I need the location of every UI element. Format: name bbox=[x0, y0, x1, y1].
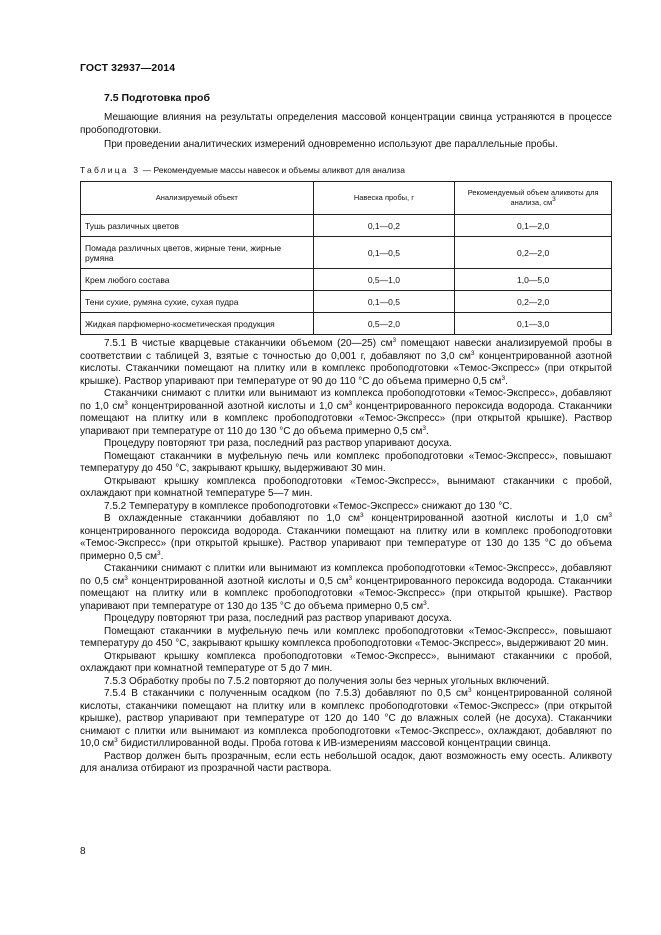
table-caption bbox=[80, 165, 405, 175]
section-intro bbox=[80, 112, 612, 152]
table-cell: 0,2—2,0 bbox=[455, 237, 612, 269]
paragraph: Мешающие влияния на результаты определения массовой концентрации свинца устраняются в процессе пробоподготовки. bbox=[80, 112, 612, 136]
table-cell: 0,1—0,2 bbox=[313, 215, 455, 237]
paragraph-7-5-3: 7.5.3 Обработку пробы по 7.5.2 повторяют до получения золы без черных угольных включений. bbox=[104, 675, 550, 687]
table-cell: 0,1—3,0 bbox=[455, 313, 612, 335]
table-cell: 0,2—2,0 bbox=[455, 291, 612, 313]
table-cell: 0,5—2,0 bbox=[313, 313, 455, 335]
column-header-sample-mass: Навеска пробы, г bbox=[313, 182, 455, 215]
paragraph: При проведении аналитических измерений одновременно используют две параллельные пробы. bbox=[104, 139, 558, 150]
column-header-aliquot-volume: Рекомендуемый объем аликвоты для анализа, $см^3$ bbox=[455, 182, 612, 215]
column-header-object: Анализируемый объект bbox=[81, 182, 314, 215]
section-body bbox=[80, 338, 612, 776]
paragraph: Помещают стаканчики в муфельную печь или комплекс пробоподготовки «Темос-Экспресс», повышают температуру до 450 °С, закрывают крышку, выдерживают 30 мин. bbox=[80, 450, 612, 474]
table-cell: 0,1—0,5 bbox=[313, 291, 455, 313]
table-cell: 1,0—5,0 bbox=[455, 269, 612, 291]
paragraph: Стаканчики снимают с плитки или вынимают из комплекса пробоподготовки «Темос-Экспресс», добавляют по 0,5 $см^3$ концентрированной азотной кислоты и 0,5 $см^3$ концентрированного пероксида водорода. Стаканчики помещают на плитку или в комплекс пробоподготовки «Темос-Экспресс» (при открытой крышке). Раствор упаривают при температуре от 130 до 135 °С до объема примерно 0,5 $см^3$. bbox=[80, 563, 612, 612]
paragraph: Процедуру повторяют три раза, последний раз раствор упаривают досуха. bbox=[104, 613, 452, 624]
table-caption-label: Таблица 3 bbox=[80, 165, 141, 175]
table-3 bbox=[80, 181, 612, 335]
paragraph-7-5-1: 7.5.1 В чистые кварцевые стаканчики объемом (20—25) $см^3$ помещают навески анализируемой пробы в соответствии с таблицей 3, взятые с точностью до 0,001 г, добавляют по 3,0 $см^3$ концентрированной азотной кислоты. Стаканчики помещают на плитку или в комплекс пробоподготовки «Темос-Экспресс» (при открытой крышке). Раствор упаривают при температуре от 90 до 110 °С до объема примерно 0,5 $см^3$. bbox=[80, 337, 612, 387]
section-title: 7.5 Подготовка проб bbox=[104, 92, 210, 104]
table-cell: 0,1—2,0 bbox=[455, 215, 612, 237]
table-row bbox=[81, 269, 612, 291]
table-row bbox=[81, 237, 612, 269]
table-cell: 0,1—0,5 bbox=[313, 237, 455, 269]
paragraph: В охлажденные стаканчики добавляют по 1,0 $см^3$ концентрированной азотной кислоты и 1,0 $см^3$ концентрированного пероксида водорода. Стаканчики помещают на плитку или в комплекс пробоподготовки «Темос-Экспресс» (при открытой крышке). Раствор упаривают при температуре от 130 до 135 °С до объема примерно 0,5 $см^3$. bbox=[80, 512, 613, 562]
paragraph: Открывают крышку комплекса пробоподготовки «Темос-Экспресс», вынимают стаканчики с пробой, охлаждают при комнатной температуре 5—7 мин. bbox=[80, 475, 612, 499]
table-caption-text: — Рекомендуемые массы навесок и объемы аликвот для анализа bbox=[140, 165, 405, 175]
table-row bbox=[81, 313, 612, 335]
paragraph: Открывают крышку комплекса пробоподготовки «Темос-Экспресс», вынимают стаканчики с пробой, охлаждают при комнатной температуре от 5 до 7 мин. bbox=[80, 650, 612, 674]
paragraph-7-5-4: 7.5.4 В стаканчики с полученным осадком (по 7.5.3) добавляют по 0,5 $см^3$ концентрированной соляной кислоты, стаканчики помещают на плитку или в комплекс пробоподготовки «Темос-Экспресс» (при открытой крышке), раствор упаривают при температуре от 120 до 140 °С до влажных солей (не досуха). Стаканчики снимают с плитки или вынимают из комплекса пробоподготовки «Темос-Экспресс», охлаждают, добавляют по 10,0 $см^3$ бидистиллированной воды. Проба готова к ИВ-измерениям массовой концентрации свинца. bbox=[80, 687, 612, 749]
table-header-row bbox=[81, 182, 612, 215]
table-cell: Крем любого состава bbox=[81, 269, 314, 291]
table-cell: Тени сухие, румяна сухие, сухая пудра bbox=[81, 291, 314, 313]
table-cell: Жидкая парфюмерно-косметическая продукция bbox=[81, 313, 314, 335]
paragraph-7-5-2: 7.5.2 Температуру в комплексе пробоподготовки «Темос-Экспресс» снижают до 130 °С. bbox=[104, 500, 513, 512]
table-row bbox=[81, 215, 612, 237]
paragraph: Раствор должен быть прозрачным, если есть небольшой осадок, дают возможность ему осесть. Аликвоту для анализа отбирают из прозрачной части раствора. bbox=[80, 750, 612, 774]
paragraph: Стаканчики снимают с плитки или вынимают из комплекса пробоподготовки «Темос-Экспресс», добавляют по 1,0 $см^3$ концентрированной азотной кислоты и 1,0 $см^3$ концентрированного пероксида водорода. Стаканчики помещают на плитку или в комплекс пробоподготовки «Темос-Экспресс» (при открытой крышке). Раствор упаривают при температуре от 110 до 130 °С до объема примерно 0,5 $см^3$. bbox=[80, 388, 612, 437]
table-cell: Тушь различных цветов bbox=[81, 215, 314, 237]
table-cell: 0,5—1,0 bbox=[313, 269, 455, 291]
paragraph: Процедуру повторяют три раза, последний раз раствор упаривают досуха. bbox=[104, 438, 452, 449]
table-cell: Помада различных цветов, жирные тени, жирные румяна bbox=[81, 237, 314, 269]
document-header: ГОСТ 32937—2014 bbox=[80, 62, 176, 74]
page-number: 8 bbox=[80, 846, 86, 857]
paragraph: Помещают стаканчики в муфельную печь или комплекс пробоподготовки «Темос-Экспресс», повышают температуру до 450 °С, закрывают крышку комплекса пробоподготовки «Темос-Экспресс», выдерживают 20 мин. bbox=[80, 625, 612, 649]
table-row bbox=[81, 291, 612, 313]
